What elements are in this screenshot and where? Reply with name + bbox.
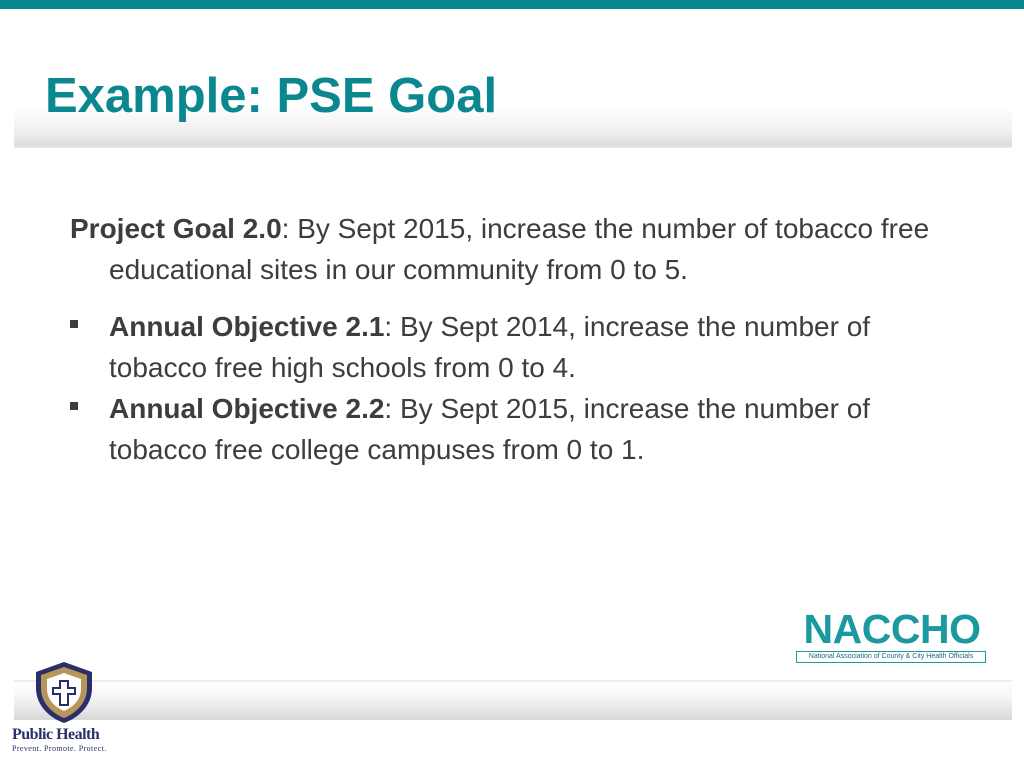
- project-goal-separator: :: [281, 213, 290, 244]
- list-item: [70, 388, 930, 470]
- public-health-tagline: Prevent. Promote. Protect.: [12, 744, 107, 753]
- shield-cross-icon: [32, 660, 96, 724]
- naccho-wordmark: NACCHO: [803, 606, 981, 652]
- project-goal-text: By Sept 2015, increase the number of tobacco free educational sites in our community from 0 to 5.: [109, 213, 930, 285]
- objective-label: Annual Objective 2.1: [109, 311, 385, 342]
- objective-label: Annual Objective 2.2: [109, 393, 385, 424]
- public-health-logo: [10, 660, 120, 760]
- list-item: [70, 306, 930, 388]
- objective-separator: :: [384, 311, 393, 342]
- objective-text: By Sept 2015, increase the number of tobacco free college campuses from 0 to 1.: [109, 393, 871, 465]
- project-goal: [70, 208, 930, 290]
- naccho-logo: [794, 608, 990, 664]
- footer-band: [14, 680, 1012, 720]
- project-goal-label: Project Goal 2.0: [70, 213, 282, 244]
- naccho-subtitle: National Association of County & City Health Officials: [796, 651, 986, 663]
- public-health-name: Public Health: [12, 726, 100, 743]
- slide-content: [70, 208, 930, 470]
- square-bullet-icon: [70, 320, 78, 328]
- top-accent-bar: [0, 0, 1024, 9]
- slide-title: Example: PSE Goal: [45, 69, 498, 123]
- objective-separator: :: [384, 393, 393, 424]
- objectives-list: [70, 306, 930, 470]
- square-bullet-icon: [70, 402, 78, 410]
- objective-text: By Sept 2014, increase the number of tobacco free high schools from 0 to 4.: [109, 311, 871, 383]
